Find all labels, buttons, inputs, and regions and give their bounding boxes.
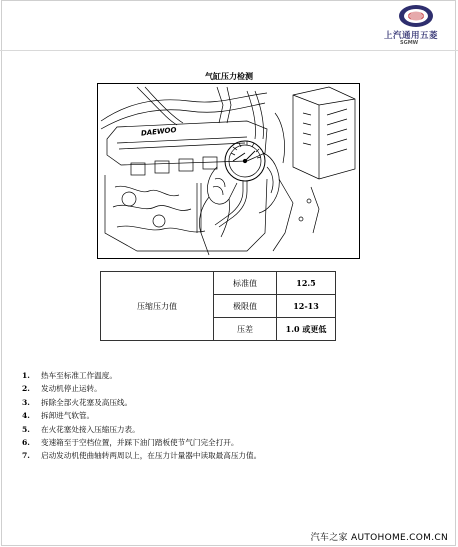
engine-brand-label: DAEWOO: [140, 125, 177, 138]
list-item: [22, 409, 261, 422]
list-item: [22, 423, 261, 436]
logo-subtext: SGMW: [400, 40, 419, 46]
step-text: 热车至标准工作温度。: [41, 371, 117, 380]
list-item: [22, 369, 261, 382]
step-text: 拆卸进气软管。: [41, 411, 95, 421]
step-number: 3.: [22, 397, 30, 407]
list-item: [22, 382, 261, 395]
step-number: 6.: [22, 437, 30, 447]
list-item: [22, 449, 261, 462]
step-text: 发动机停止运转。: [41, 384, 102, 394]
step-number: 1.: [22, 371, 30, 380]
step-text: 变速箱至于空档位置，并踩下油门踏板使节气门完全打开。: [41, 437, 239, 447]
step-number: 4.: [22, 411, 30, 421]
step-text: 拆除全部火花塞及高压线。: [41, 397, 133, 407]
list-item: [22, 396, 261, 409]
step-number: 7.: [22, 451, 30, 461]
spec-name: 压差: [214, 318, 277, 341]
procedure-steps: [22, 369, 261, 463]
figure-title: 气缸压力检测: [205, 71, 253, 81]
step-number: 5.: [22, 424, 30, 434]
engine-compression-illustration: [97, 83, 360, 259]
header-divider: [0, 50, 458, 51]
spec-value: 12-13: [277, 295, 336, 318]
step-text: 启动发动机使曲轴转两周以上，在压力计量器中读取最高压力值。: [41, 451, 262, 461]
spec-name: 极限值: [214, 295, 277, 318]
logo-text: 上汽通用五菱: [384, 31, 439, 41]
compression-spec-table: [100, 271, 336, 341]
spec-value: 12.5: [277, 272, 336, 295]
step-number: 2.: [22, 384, 30, 394]
spec-name: 标准值: [214, 272, 277, 295]
spec-value: 1.0 或更低: [277, 318, 336, 341]
list-item: [22, 436, 261, 449]
table-row-label: 压缩压力值: [101, 272, 214, 341]
table-row: [101, 272, 336, 295]
watermark-text: 汽车之家 AUTOHOME.COM.CN: [310, 533, 448, 543]
step-text: 在火花塞处接入压缩压力表。: [41, 424, 140, 434]
